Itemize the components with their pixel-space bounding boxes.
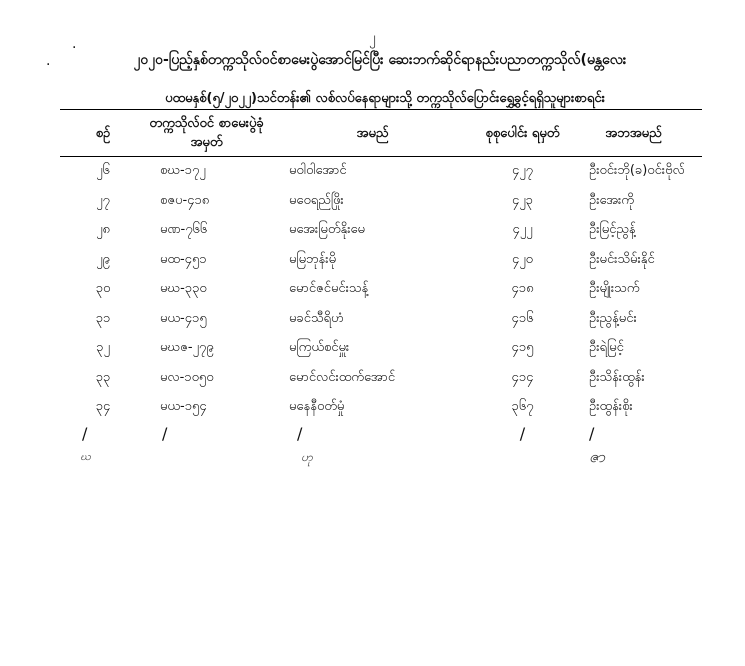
cell-name: မအေးမြတ်နိုးမေ [289, 222, 365, 238]
cell-no: ၃၁ [95, 310, 111, 326]
header-no: စဉ် [60, 110, 146, 157]
cell-roll: မဃ-၃၃၀ [160, 281, 207, 297]
cell-father: ဦးရဲမြင့် [589, 340, 624, 356]
cell-no: ၃၀ [95, 281, 111, 297]
cell-name: မဝေရည်ဖြိုး [289, 192, 344, 208]
cell-name: မောင်ဇင်မင်းသန့် [289, 281, 369, 297]
cell-roll: မယ-၁၅၄ [160, 399, 207, 415]
table-row [60, 275, 702, 305]
cell-name: မခင်သီရိဟံ [289, 310, 344, 326]
signature-mark: ဇာ [589, 446, 606, 466]
signature-mark: ဟု [301, 449, 313, 464]
cell-name: မောင်လင်းထက်အောင် [289, 369, 396, 385]
signature-mark: ဃ [80, 449, 91, 463]
cell-father: ဦးအေးကို [589, 192, 635, 208]
continuation-mark: / [297, 424, 303, 443]
cell-no: ၃၄ [95, 399, 111, 415]
table-row [60, 305, 702, 335]
header-name: အမည် [269, 110, 478, 157]
cell-father: ဦးညွန့်မင်း [589, 310, 637, 326]
header-total: စုစုပေါင်း ရမှတ် [478, 110, 567, 157]
cell-roll: စဇပ-၄၁၈ [160, 192, 210, 208]
cell-father: ဦးမင်းသိမ်းနိုင် [589, 251, 655, 267]
cell-roll: မဏ-၇၆၆ [160, 222, 208, 238]
cell-father: ဦးထွန်းစိုး [589, 399, 633, 415]
signature-row [60, 445, 702, 471]
table-row [60, 157, 702, 187]
cell-no: ၃၂ [96, 340, 110, 356]
continuation-mark: / [589, 424, 595, 443]
cell-no: ၃၃ [95, 369, 111, 385]
stray-mark: · [72, 40, 77, 56]
continuation-mark: / [82, 424, 88, 443]
cell-name: မနေနီဝတ်မှုံ [289, 399, 345, 415]
cell-total: ၄၂၂ [512, 222, 533, 238]
table-header [60, 110, 702, 157]
continuation-mark: / [162, 424, 168, 443]
cell-name: မဝါဝါအောင် [289, 163, 347, 179]
cell-total: ၄၂၃ [511, 192, 533, 208]
cell-total: ၃၆၇ [511, 399, 534, 415]
table-row [60, 187, 702, 217]
cell-no: ၂၇ [96, 192, 110, 208]
continuation-marks-row [60, 423, 702, 445]
cell-father: ဦးမြင့်ညွန့် [589, 222, 636, 238]
cell-total: ၄၁၄ [511, 369, 534, 385]
empty-cell [478, 445, 567, 471]
table-row [60, 246, 702, 276]
cell-roll: မဃဇ-၂၇၉ [160, 340, 214, 356]
header-roll: တက္ကသိုလ်ဝင် စာမေးပွဲခုံအမှတ် [146, 110, 269, 157]
cell-name: မကြယ်စင်မှူး [289, 340, 350, 356]
cell-total: ၄၁၆ [511, 310, 534, 326]
cell-total: ၄၂၀ [511, 251, 533, 267]
table-row [60, 216, 702, 246]
stray-mark: · [46, 57, 51, 73]
page-number: ၂ [369, 30, 376, 46]
cell-roll: မယ-၄၁၅ [160, 310, 207, 326]
cell-total: ၄၁၅ [511, 340, 534, 356]
header-father: အဘအမည် [567, 110, 702, 157]
cell-no: ၂၉ [96, 251, 110, 267]
title-line-2: ပထမနှစ်(၅/၂၀၂၂)သင်တန်း၏ လစ်လပ်နေရာများသို့ တက္ကသိုလ်ပြောင်းရွှေ့ခွင့်ရရှိသူများစာရင်း [165, 91, 605, 106]
title-line-1: ၂၀၂၀-ပြည့်နှစ်တက္ကသိုလ်ဝင်စာမေးပွဲအောင်မြင်ပြီး ဆေးဘက်ဆိုင်ရာနည်းပညာတက္ကသိုလ်(မန္တလေး [133, 52, 627, 68]
empty-cell [146, 445, 269, 471]
cell-father: ဦးဝင်းဘို(ခ)ဝင်းဗိုလ် [589, 163, 685, 179]
cell-father: ဦးမျိုးသက် [589, 281, 640, 297]
students-table [60, 109, 702, 471]
cell-roll: မလ-၁၀၅၀ [160, 369, 214, 385]
cell-no: ၂၆ [96, 163, 110, 179]
table-row [60, 364, 702, 394]
cell-no: ၂၈ [96, 222, 110, 238]
cell-total: ၄၁၈ [511, 281, 534, 297]
continuation-mark: / [519, 424, 526, 443]
cell-roll: မထ-၄၅၁ [160, 251, 207, 267]
cell-total: ၄၂၇ [511, 163, 533, 179]
table-row [60, 334, 702, 364]
table-row [60, 393, 702, 423]
cell-roll: စဃ-၁၇၂ [160, 163, 206, 179]
cell-name: မမြဘုန်းမို [289, 251, 337, 267]
cell-father: ဦးသိန်းထွန်း [589, 369, 645, 385]
